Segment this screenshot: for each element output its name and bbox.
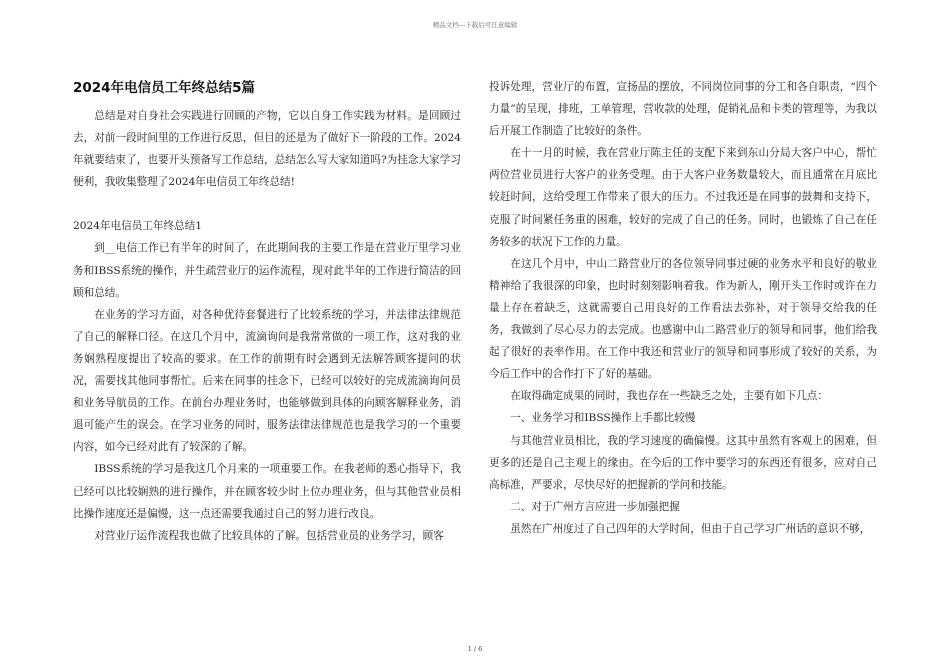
section-gap [73,193,461,215]
body-paragraph: 在十一月的时候，我在营业厅陈主任的支配下来到东山分局大客户中心，帮忙两位营业员进行大客户的业务受理。由于大客户业务数量较大，而且通常在月底比较赶时间，这给受理工作带来了很大的压力。不过我还是在同事的鼓舞和支持下，克服了时间紧任务重的困难，较好的完成了自己的任务。同时，也锻炼了自己在任务较多的状况下工作的力量。 [489,147,877,248]
left-column [73,78,461,547]
body-paragraph: 投诉处理，营业厅的布置，宣扬品的摆放，不同岗位同事的分工和各自职责，“四个力量”的呈现，排班，工单管理，营收款的处理，促销礼品和卡类的管理等，为我以后开展工作制造了比较好的条件。 [489,81,877,138]
body-paragraph: 在这几个月中，中山二路营业厅的各位领导同事过硬的业务水平和良好的敬业精神给了我很深的印象，也时时刻刻影响着我。作为新人，刚开头工作时或许在力量上存在着缺乏，这就需要自己用良好的工作看法去弥补，对于领导交给我的任务，我做到了尽心尽力的去完成。也感谢中山二路营业厅的领导和同事，他们给我起了很好的表率作用。在工作中我还和营业厅的领导和同事形成了较好的关系，为今后工作中的合作打下了好的基础。 [489,257,877,381]
right-column [489,76,877,540]
section-title: 2024年电信员工年终总结1 [73,220,203,233]
body-paragraph: 在取得确定成果的同时，我也存在一些缺乏之处，主要有如下几点： [510,390,828,403]
document-title: 2024年电信员工年终总结5篇 [73,80,255,96]
intro-paragraph: 总结是对自身社会实践进行回顾的产物，它以自身工作实践为材料。是回顾过去，对前一段时间里的工作进行反思，但目的还是为了做好下一阶段的工作。2024年就要结束了，也要开头预备写工作总结，总结怎么写大家知道吗?为挂念大家学习便利，我收集整理了2024年电信员工年终总结! [73,110,461,189]
numbered-heading: 二、对于广州方言应进一步加强把握 [510,500,680,513]
body-paragraph: IBSS系统的学习是我这几个月来的一项重要工作。在我老师的悉心指导下，我已经可以比较娴熟的进行操作，并在顾客较少时上位办理业务，但与其他营业员相比操作速度还是偏慢，这一点还需要我通过自己的努力进行改良。 [73,463,461,520]
body-paragraph: 在业务的学习方面，对各种优待套餐进行了比较系统的学习，并法律法律规范了自己的解释口径。在这几个月中，流滴询问是我常常做的一项工作，这对我的业务娴熟程度提出了较高的要求。在工作的前期有时会遇到无法解答顾客提问的状况，需要找其他同事帮忙。后来在同事的挂念下，已经可以较好的完成流滴询问员和业务导航员的工作。在前台办理业务时，也能够做到具体的向顾客解释业务，消退可能产生的误会。在学习业务的同时，服务法律法律规范也是我学习的一个重要内容，如今已经对此有了较深的了解。 [73,308,461,454]
numbered-heading: 一、业务学习和IBSS操作上手都比较慢 [510,412,696,425]
body-paragraph: 对营业厅运作流程我也做了比较具体的了解。包括营业员的业务学习，顾客 [94,529,444,542]
page-header: 精品文档---下载后可任意编辑 [432,21,518,29]
body-paragraph: 虽然在广州度过了自己四年的大学时间，但由于自己学习广州话的意识不够， [510,522,871,535]
page-number: 1 / 6 [467,645,483,653]
body-paragraph: 与其他营业员相比，我的学习速度的确偏慢。这其中虽然有客观上的困难，但更多的还是自己主观上的缘由。在今后的工作中要学习的东西还有很多，应对自己高标准，严要求，尽快尽好的把握新的学问和技能。 [489,434,877,491]
body-paragraph: 到__电信工作已有半年的时间了，在此期间我的主要工作是在营业厅里学习业务和IBSS系统的操作，并生疏营业厅的运作流程，现对此半年的工作进行简洁的回顾和总结。 [73,242,461,299]
